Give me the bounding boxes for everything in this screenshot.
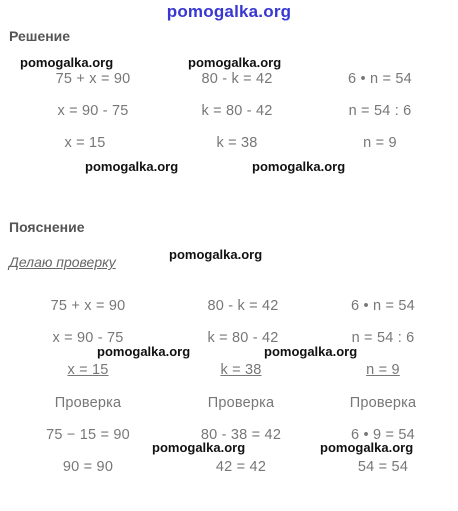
watermark: pomogalka.org — [188, 55, 282, 70]
check-eq-1: 75 − 15 = 90 — [46, 427, 130, 443]
solution-eq-3-3: n = 9 — [363, 135, 397, 151]
check-eq-2: 80 - 38 = 42 — [200, 427, 282, 443]
check-label-1: Проверка — [54, 395, 122, 411]
check-label-3: Проверка — [349, 395, 417, 411]
check-result-2: 42 = 42 — [215, 459, 267, 475]
solution-eq-1-1: 75 + x = 90 — [55, 71, 131, 87]
explanation-eq-1-2: 80 - k = 42 — [207, 298, 279, 314]
explanation-eq-2-2: k = 80 - 42 — [207, 330, 279, 346]
watermark: pomogalka.org — [264, 344, 358, 359]
solution-eq-1-2: 80 - k = 42 — [201, 71, 273, 87]
explanation-heading: Пояснение — [9, 219, 85, 235]
explanation-eq-3-2: k = 38 — [220, 362, 262, 378]
solution-heading: Решение — [9, 28, 71, 44]
solution-eq-2-2: k = 80 - 42 — [201, 103, 273, 119]
watermark: pomogalka.org — [20, 55, 114, 70]
check-link[interactable]: Делаю проверку — [9, 254, 116, 270]
solution-eq-1-3: 6 • n = 54 — [348, 71, 412, 87]
watermark: pomogalka.org — [152, 440, 246, 455]
solution-eq-3-1: x = 15 — [64, 135, 106, 151]
explanation-eq-1-3: 6 • n = 54 — [351, 298, 415, 314]
explanation-eq-3-3: n = 9 — [366, 362, 400, 378]
explanation-eq-3-1: x = 15 — [67, 362, 109, 378]
check-result-1: 90 = 90 — [62, 459, 114, 475]
explanation-eq-2-1: x = 90 - 75 — [52, 330, 124, 346]
check-result-3: 54 = 54 — [357, 459, 409, 475]
check-label-2: Проверка — [207, 395, 275, 411]
watermark: pomogalka.org — [252, 159, 346, 174]
watermark: pomogalka.org — [85, 159, 179, 174]
watermark: pomogalka.org — [320, 440, 414, 455]
watermark: pomogalka.org — [97, 344, 191, 359]
explanation-eq-1-1: 75 + x = 90 — [50, 298, 126, 314]
solution-eq-3-2: k = 38 — [216, 135, 258, 151]
solution-eq-2-3: n = 54 : 6 — [348, 103, 412, 119]
solution-eq-2-1: x = 90 - 75 — [57, 103, 129, 119]
check-eq-3: 6 • 9 = 54 — [351, 427, 415, 443]
explanation-eq-2-3: n = 54 : 6 — [351, 330, 415, 346]
watermark: pomogalka.org — [169, 247, 263, 262]
site-logo[interactable]: pomogalka.org — [166, 2, 292, 21]
